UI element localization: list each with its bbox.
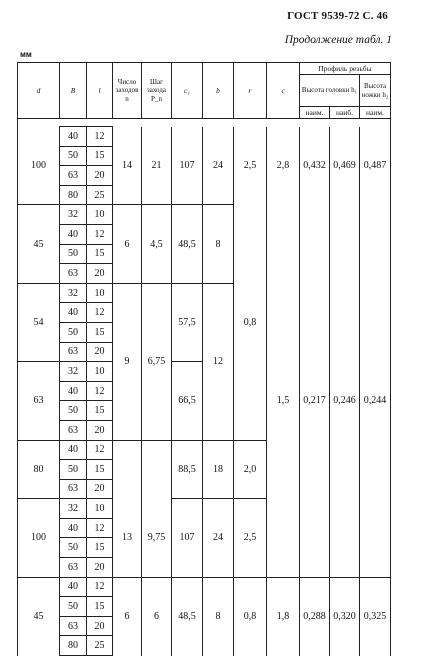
col-header-h1: Высота головки h₁	[300, 75, 360, 107]
gost-reference: ГОСТ 9539-72 С. 46	[287, 10, 388, 22]
cell-B: 63	[60, 166, 87, 186]
col-header-h1-min: наим.	[300, 107, 330, 119]
cell-starts: 13	[113, 499, 142, 577]
cell-l: 15	[87, 322, 113, 342]
cell-h2-min	[360, 205, 391, 283]
cell-pitch: 21	[142, 127, 172, 205]
col-header-c: c	[267, 63, 300, 119]
cell-B: 50	[60, 322, 87, 342]
cell-h1-max	[330, 499, 360, 577]
cell-h1-max	[330, 205, 360, 283]
cell-h1-max: 0,246	[330, 362, 360, 440]
cell-B: 40	[60, 224, 87, 244]
col-header-starts: Число заходов n	[113, 63, 142, 119]
cell-h2-min: 0,487	[360, 127, 391, 205]
cell-l: 15	[87, 401, 113, 421]
cell-c1: 88,5	[172, 440, 203, 499]
cell-B: 63	[60, 264, 87, 284]
col-header-r: r	[234, 63, 267, 119]
cell-l: 12	[87, 224, 113, 244]
cell-l: 15	[87, 597, 113, 617]
cell-l: 12	[87, 127, 113, 147]
cell-c1: 48,5	[172, 205, 203, 283]
cell-c: 1,8	[267, 577, 300, 655]
cell-d: 45	[18, 205, 60, 283]
cell-starts: 6	[113, 205, 142, 283]
cell-h2-min	[360, 283, 391, 361]
cell-b: 8	[203, 205, 234, 283]
cell-l: 12	[87, 303, 113, 323]
cell-c	[267, 283, 300, 361]
cell-c	[267, 205, 300, 283]
cell-b: 8	[203, 577, 234, 655]
cell-B: 63	[60, 616, 87, 636]
cell-B: 40	[60, 577, 87, 597]
cell-pitch	[142, 440, 172, 499]
cell-c: 2,8	[267, 127, 300, 205]
col-header-d: d	[18, 63, 60, 119]
cell-B: 40	[60, 381, 87, 401]
cell-l: 12	[87, 577, 113, 597]
cell-c1: 107	[172, 499, 203, 577]
cell-B: 50	[60, 597, 87, 617]
cell-B: 50	[60, 460, 87, 480]
cell-l: 10	[87, 499, 113, 519]
col-header-l: l	[87, 63, 113, 119]
cell-l: 20	[87, 558, 113, 578]
cell-pitch: 6	[142, 577, 172, 655]
cell-h1-max	[330, 440, 360, 499]
cell-l: 10	[87, 205, 113, 225]
cell-l: 15	[87, 460, 113, 480]
col-header-h1-max: наиб.	[330, 107, 360, 119]
thread-dimensions-table	[17, 62, 391, 656]
cell-B: 80	[60, 185, 87, 205]
cell-l: 12	[87, 440, 113, 460]
cell-r	[234, 362, 267, 440]
cell-l: 20	[87, 420, 113, 440]
cell-B: 40	[60, 440, 87, 460]
cell-h2-min	[360, 440, 391, 499]
cell-h1-max	[330, 283, 360, 361]
cell-d: 100	[18, 127, 60, 205]
cell-B: 50	[60, 401, 87, 421]
cell-d: 54	[18, 283, 60, 361]
cell-l: 20	[87, 166, 113, 186]
cell-r: 0,8	[234, 283, 267, 361]
cell-b: 24	[203, 127, 234, 205]
cell-c1: 66,5	[172, 362, 203, 440]
cell-r: 2,5	[234, 127, 267, 205]
cell-l: 20	[87, 264, 113, 284]
cell-B: 32	[60, 499, 87, 519]
cell-b: 24	[203, 499, 234, 577]
cell-B: 63	[60, 342, 87, 362]
cell-c: 1,5	[267, 362, 300, 440]
cell-b: 12	[203, 283, 234, 440]
cell-h1-min	[300, 440, 330, 499]
cell-l: 20	[87, 616, 113, 636]
cell-d: 80	[18, 440, 60, 499]
cell-l: 25	[87, 185, 113, 205]
cell-B: 63	[60, 420, 87, 440]
cell-h1-min	[300, 283, 330, 361]
cell-r: 0,8	[234, 577, 267, 655]
cell-l: 15	[87, 244, 113, 264]
cell-h2-min: 0,325	[360, 577, 391, 655]
cell-l: 20	[87, 342, 113, 362]
cell-c1: 107	[172, 127, 203, 205]
cell-B: 63	[60, 479, 87, 499]
cell-h2-min	[360, 499, 391, 577]
cell-h1-min	[300, 499, 330, 577]
cell-h1-min: 0,432	[300, 127, 330, 205]
cell-h1-min	[300, 205, 330, 283]
col-header-pitch: Шаг захода P_n	[142, 63, 172, 119]
cell-l: 15	[87, 146, 113, 166]
cell-l: 12	[87, 518, 113, 538]
cell-d: 63	[18, 362, 60, 440]
cell-h1-min: 0,217	[300, 362, 330, 440]
cell-B: 40	[60, 127, 87, 147]
cell-starts: 6	[113, 577, 142, 655]
cell-B: 63	[60, 558, 87, 578]
units-label: мм	[20, 50, 32, 59]
cell-l: 20	[87, 479, 113, 499]
cell-B: 32	[60, 205, 87, 225]
cell-c1: 57,5	[172, 283, 203, 361]
cell-l: 10	[87, 283, 113, 303]
cell-B: 40	[60, 518, 87, 538]
cell-c	[267, 499, 300, 577]
cell-B: 32	[60, 362, 87, 382]
cell-starts: 14	[113, 127, 142, 205]
cell-B: 80	[60, 636, 87, 656]
col-header-b: b	[203, 63, 234, 119]
col-header-c1: c₁	[172, 63, 203, 119]
col-header-profile: Профиль резьбы	[300, 63, 391, 75]
cell-l: 10	[87, 362, 113, 382]
cell-d: 45	[18, 577, 60, 655]
cell-B: 40	[60, 303, 87, 323]
cell-h1-max: 0,320	[330, 577, 360, 655]
cell-l: 12	[87, 381, 113, 401]
cell-l: 15	[87, 538, 113, 558]
cell-r	[234, 205, 267, 283]
cell-r: 2,0	[234, 440, 267, 499]
col-header-B: B	[60, 63, 87, 119]
cell-b: 18	[203, 440, 234, 499]
cell-r: 2,5	[234, 499, 267, 577]
cell-B: 50	[60, 538, 87, 558]
cell-B: 50	[60, 146, 87, 166]
cell-pitch: 4,5	[142, 205, 172, 283]
cell-d: 100	[18, 499, 60, 577]
col-header-h2: Высота ножки h₂	[360, 75, 391, 107]
cell-B: 32	[60, 283, 87, 303]
cell-c	[267, 440, 300, 499]
cell-starts	[113, 440, 142, 499]
cell-l: 25	[87, 636, 113, 656]
cell-starts: 9	[113, 283, 142, 440]
cell-c1: 48,5	[172, 577, 203, 655]
cell-h2-min: 0,244	[360, 362, 391, 440]
table-continuation-caption: Продолжение табл. 1	[284, 34, 392, 46]
cell-B: 50	[60, 244, 87, 264]
cell-pitch: 6,75	[142, 283, 172, 440]
col-header-h2-min: наим.	[360, 107, 391, 119]
cell-h1-min: 0,288	[300, 577, 330, 655]
cell-h1-max: 0,469	[330, 127, 360, 205]
cell-pitch: 9,75	[142, 499, 172, 577]
